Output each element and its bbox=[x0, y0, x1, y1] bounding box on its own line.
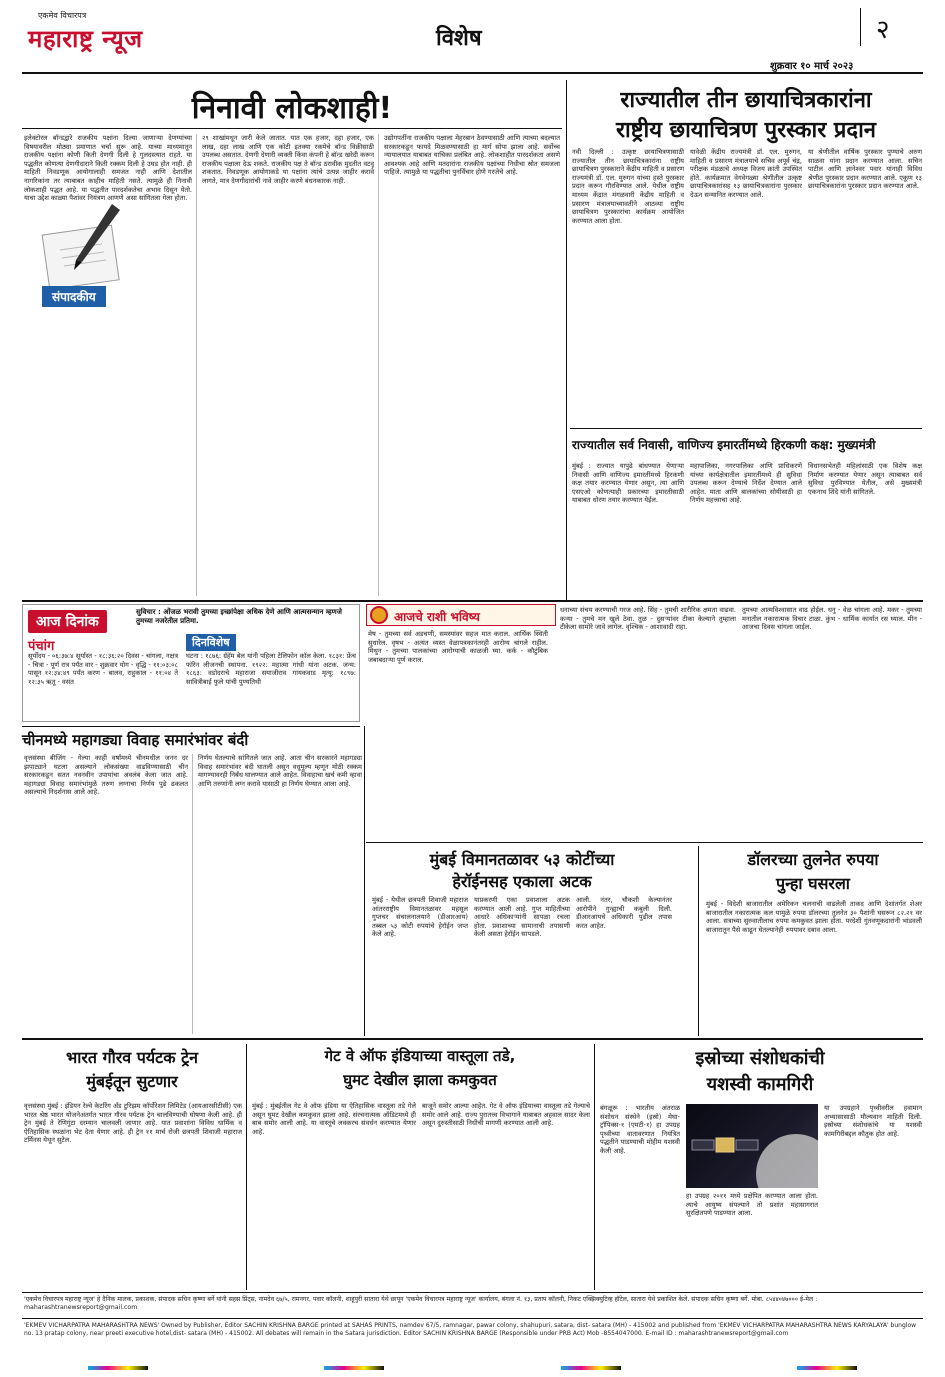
today-quote: सुविचार : ओंजळ भरावी तुमच्या इच्छांपेक्षा अधिक देणे आणि आत्मसन्मान म्हणजे तुमच्या नजरेतील प्रतिमा. bbox=[136, 608, 342, 625]
china-col2: निर्णय घेतल्याचे सांगितले जात आहे. आता चीन सरकारने महागड्या विवाह समारंभांवर बंदी घातली असून वधूमूल्य म्हणून मोठी रक्कम मागण्यावरही निर्बंध घालण्यात आले आहेत. विवाहाचा खर्च कमी व्हावा आणि तरुणांनी लग्न करावे यासाठी हा निर्णय घेण्यात आला आहे. bbox=[198, 754, 362, 788]
horoscope-col1: मेष - तुमच्या सर्व अडचणी, समस्यांवर सहज मात कराल. आर्थिक स्थिती सुधारेल. वृषभ - अत्यंत व्यस्त वेळापत्रकानंतरही आरोग्य चांगले राहील. मिथुन - तुमच्या पालकांच्या आरोग्याची काळजी घ्या. कर्क - कौटुंबिक जबाबदाऱ्या पूर्ण कराल. bbox=[368, 630, 548, 664]
footer-marathi: 'एकमेव विचारपत्र महाराष्ट्र न्यूज' हे दैनिक मालक, प्रकाशक, संपादक सचिन कृष्णा बर्गे यांनी सहस प्रिंट्स, नामदेव ६७/५, रामनगर, पवार कॉलनी, शाहूपुरी सातारा येथे छापून 'एकमेव विचारपत्र महाराष्ट्र न्यूज' कार्यालय, बंगला नं. १३, प्रताप कॉलनी, निकट एक्झिक्युटिव्ह हॉटेल, सातारा येथे प्रकाशित केले. संपादक सचिन कृष्णा बर्गे. मोबा. ८५४४०४७००० ई-मेल : maharashtranewsreport@gmail.com bbox=[24, 1296, 818, 1311]
gateway-title-line2: घुमट देखील झाला कमकुवत bbox=[343, 1071, 497, 1089]
editorial-badge: संपादकीय bbox=[42, 286, 106, 307]
isro-col1: बंगळूरू : भारतीय अंतराळ संशोधन संस्थेने (इस्रो) मेघा-ट्रॉपिक्स-१ (एमटी-१) हा उपग्रह पृथ्वीच्या वातावरणात नियंत्रित पद्धतीने पाडण्याची मोहीम यशस्वी केली आहे. bbox=[600, 1104, 680, 1155]
section-divider bbox=[594, 1044, 595, 1290]
column-rule bbox=[192, 754, 193, 1034]
isro-col3: या उपग्रहाने पृथ्वीवरील हवामान अभ्यासासाठी मौल्यवान माहिती दिली. इस्रोच्या संशोधकांचे या यशस्वी कामगिरीबद्दल कौतुक होत आहे. bbox=[824, 1104, 922, 1138]
drugs-title-line2: हेरॉईनसह एकाला अटक bbox=[452, 872, 592, 891]
awards-col1: नवी दिल्ली : उत्कृष्ट छायाचित्रणासाठी राज्यातील तीन छायाचित्रकारांना राष्ट्रीय छायाचित्रण पुरस्काराने केंद्रीय माहिती व प्रसारण राज्यमंत्री डॉ. एल. मुरुगन यांच्या हस्ते पुरस्कार प्रदान करून गौरविण्यात आले. येथील राष्ट्रीय माध्यम केंद्रात मंगळवारी केंद्रीय माहिती व प्रसारण मंत्रालयाच्यावतीने आठव्या राष्ट्रीय छायाचित्रण पुरस्कारांचा कार्यक्रम आयोजित करण्यात आला होता. bbox=[572, 148, 684, 225]
satellite-image bbox=[686, 1104, 818, 1188]
masthead-title: महाराष्ट्र न्यूज bbox=[28, 25, 143, 53]
section-divider bbox=[246, 1044, 247, 1290]
dinvishesh-text: घटना : १८७६: ग्रॅहॅम बेल यांनी पहिला टेलिफोन कॉल केला. १८३१: फ्रेंच फॉरेन लीजनची स्थापना. १९२२: महात्मा गांधी यांना अटक. जन्म: १८६३: वडोदराचे महाराजा सयाजीराव गायकवाड मृत्यू: १८९७: सावित्रीबाई फुले यांची पुण्यतिथी bbox=[186, 652, 356, 686]
editorial-col1: इलेक्टोरल बॉन्डद्वारे राजकीय पक्षांना दिल्या जाणाऱ्या देणग्यांच्या विषयावरील मोठ्या प्रमाणात चर्चा सुरू आहे. याच्या माध्यमातून राजकीय पक्षांना कोणी किती देणगी दिली हे गुलदस्त्यात राहते. या पद्धतीत कोणत्या देणगीदाराने किती रक्कम दिली हे उघड होत नाही. ही माहिती निवडणूक आयोगालाही समजत नाही आणि देशातील नागरिकांना तर त्याबाबत काहीच माहिती नसते. त्यामुळे ही निनावी लोकशाही पद्धत आहे. या पद्धतीत पारदर्शकतेचा अभाव दिसून येतो. याचा उद्देश काळ्या पैशांवर नियंत्रण आणणे असा सांगितला गेला होता. bbox=[24, 134, 192, 203]
gateway-col2: बाजूने समोर आल्या आहेत. गेट वे ऑफ इंडियाच्या वास्तूला तडे गेल्याचे समोर आले आहे. राज्य पुरातत्त्व विभागाने याबाबत अहवाल सादर केला असून दुरुस्तीसाठी निधीची मागणी करण्यात आली आहे. bbox=[422, 1102, 590, 1128]
registration-mark bbox=[797, 1366, 857, 1370]
registration-mark bbox=[88, 1366, 148, 1370]
housing-col3: विधानसभेतही महिलांसाठी एक विशेष कक्ष निर्माण करण्यात येणार असून त्याबाबत सर्व सुविधा पुरविण्यात येतील, असे मुख्यमंत्री एकनाथ शिंदे यांनी सांगितले. bbox=[808, 462, 922, 496]
editorial-title-rule bbox=[22, 128, 562, 129]
drugs-col1: मुंबई - येथील छत्रपती शिवाजी महाराज आंतरराष्ट्रीय विमानतळावर महसूल गुप्तचर संचालनालयाने (डीआरआय) तब्बल ५३ कोटी रुपयांचे हेरॉईन जप्त केले आहे. bbox=[372, 896, 468, 939]
train-title-line1: भारत गौरव पर्यटक ट्रेन bbox=[65, 1048, 199, 1067]
column-rule bbox=[196, 134, 197, 596]
section-divider bbox=[364, 726, 365, 1036]
page-number: २ bbox=[876, 15, 890, 45]
drugs-col3: आली. नंतर, चौकशी केल्यानंतर आरोपीने गुन्ह्याची कबुली दिली. डीआरआयचे अधिकारी पुढील तपास करत आहेत. bbox=[576, 896, 672, 930]
china-col1: वृत्तसंस्था बीजिंग - गेल्या काही वर्षांमध्ये चीनमधील जनन दर झपाट्याने घटला असल्याने लोकसंख्या वाढविण्यासाठी चीन सरकारकडून सतत नवनवीन उपायांचा अवलंब केला जात आहे. महागड्या विवाह समारंभांमुळे तरुण लग्नाचा निर्णय पुढे ढकलत असल्याचे निदर्शनास आले आहे. bbox=[24, 754, 188, 797]
masthead-tagline: एकमेव विचारपत्र bbox=[38, 11, 87, 20]
china-top-rule bbox=[22, 726, 360, 727]
section-divider bbox=[698, 846, 699, 1036]
footer-english: 'EKMEV VICHARPATRA MAHARASHTRA NEWS' Owned by Publisher, Editor SACHIN KRISHNA BARGE printed at SAHAS PRINTS, namdev 67/5, ramnagar, pawar colony, shahupuri, satara, dist- satara (MH) - 415002 and published from 'EKMEV VICHARPATRA MAHARASHTRA NEWS KARYALAYA' bunglow no. 13 pratap colony, near preeti executive hotel,dist- satara (MH) - 415002. All debates will remain in the Satara jurisdiction. Editor SACHIN KRISHNA BARGE (Responsible under PRB Act) Mob -8554047000. E-mail ID : maharashtranewsreport@gmail.com bbox=[24, 1322, 917, 1337]
editorial-col2: २९ शाखांमधून जारी केले जातात. यात एक हजार, दहा हजार, एक लाख, दहा लाख आणि एक कोटी इतक्या रकमेचे बॉन्ड विक्रीसाठी उपलब्ध असतात. देणगी देणारी व्यक्ती किंवा कंपनी हे बॉन्ड खरेदी करून राजकीय पक्षाला देऊ शकते. राजकीय पक्ष ते बॉन्ड ठरावीक मुदतीत वटवू शकतात. निवडणूक आयोगाकडे या पक्षांना त्यांचे उत्पन्न जाहीर करावे लागते, मात्र देणगीदारांची नावे जाहीर करणे बंधनकारक नाही. bbox=[202, 134, 374, 185]
drugs-title-line1: मुंबई विमानतळावर ५३ कोटींच्या bbox=[429, 850, 615, 869]
panchang-text: सूर्योदय - ०६:३७:४ सूर्यास्त - १८:३६:२० दिवस - चांगला, नक्षत्र - चित्रा - पूर्ण रात्र पर्यंत वार - शुक्रवार योग - वृद्धि - ११:०३:०८ पासून १२:३४:४९ पर्यंत करण - बालव, राहुकाल - ११:०४ ते १२:३५ ऋतू - वसंत bbox=[28, 652, 178, 686]
awards-title-line2: राष्ट्रीय छायाचित्रण पुरस्कार प्रदान bbox=[615, 118, 877, 143]
drugs-col2: याप्रकरणी एका प्रवाशाला अटक करण्यात आली आहे. गुप्त माहितीच्या आधारे अधिकाऱ्यांनी सापळा रचला होता. प्रवाशाच्या सामानाची तपासणी केली असता हेरॉईन सापडले. bbox=[474, 896, 570, 939]
issue-date: शुक्रवार १० मार्च २०२३ bbox=[770, 61, 854, 72]
panchang-label: पंचांग bbox=[28, 639, 55, 654]
gateway-col1: मुंबई : मुंबईतील गेट वे ऑफ इंडिया या ऐतिहासिक वास्तूला तडे गेले असून घुमट देखील कमकुवत झाला आहे. संरचनात्मक ऑडिटमध्ये ही बाब समोर आली आहे. या वास्तूचे लवकरच संवर्धन करण्यात येणार आहे. bbox=[252, 1102, 416, 1136]
today-label: आज दिनांक bbox=[28, 610, 107, 633]
rupee-title-line1: डॉलरच्या तुलनेत रुपया bbox=[747, 850, 879, 869]
page-no-divider bbox=[860, 8, 861, 46]
housing-title: राज्यातील सर्व निवासी, वाणिज्य इमारतींमध्ये हिरकणी कक्ष: मुख्यमंत्री bbox=[572, 438, 876, 452]
section-label: विशेष bbox=[436, 26, 482, 51]
editorial-title: निनावी लोकशाही! bbox=[191, 91, 393, 126]
upper-block-rule bbox=[22, 600, 923, 602]
horoscope-label: आजचे राशी भविष्य bbox=[394, 610, 480, 624]
section-divider bbox=[566, 80, 567, 600]
registration-mark bbox=[324, 1366, 384, 1370]
train-title-line2: मुंबईतून सुटणार bbox=[86, 1072, 178, 1091]
housing-col2: महापालिका, नगरपालिका आणि प्राधिकरणे यांच्या कार्यक्षेत्रातील इमारतींमध्ये ही सुविधा उपलब्ध करून देण्याचे निर्देश देण्यात आले आहेत. माता आणि बालकांच्या सोयीसाठी हा निर्णय महत्त्वाचा आहे. bbox=[690, 462, 802, 505]
china-title: चीनमध्ये महागड्या विवाह समारंभांवर बंदी bbox=[22, 731, 249, 749]
dinvishesh-label: दिनविशेष bbox=[186, 634, 236, 651]
awards-col3: या श्रेणीतील वार्षिक पुरस्कार पुण्याचे अरुण साळवा यांना प्रदान करण्यात आला. सचिन पाटील आणि ज्ञानेश्वर पवार यांनाही विविध श्रेणीत पुरस्कार प्रदान करण्यात आले. एकूण १३ छायाचित्रकारांना पुरस्कार प्रदान करण्यात आले. bbox=[808, 148, 922, 191]
isro-title-line1: इस्रोच्या संशोधकांची bbox=[695, 1048, 825, 1069]
awards-col2: यावेळी केंद्रीय राज्यमंत्री डॉ. एल. मुरुगन, माहिती व प्रसारण मंत्रालयाचे सचिव अपूर्व चंद्र, परीक्षक मंडळाचे अध्यक्ष विजय क्रांती उपस्थित होते. कार्यक्रमात वेगवेगळ्या श्रेणीतील उत्कृष्ट छायाचित्रकारांसह १३ छायाचित्रकारांना पुरस्कार देऊन सन्मानित करण्यात आले. bbox=[690, 148, 802, 199]
awards-rule bbox=[570, 428, 922, 429]
train-body: वृत्तसंस्था मुंबई : इंडियन रेल्वे केटरिंग अँड टुरिझम कॉर्पोरेशन लिमिटेड (आयआरसीटीसी) एक भारत श्रेष्ठ भारत योजनेअंतर्गत भारत गौरव पर्यटक ट्रेन चालविण्याची घोषणा केली आहे. ही ट्रेन मुंबई ते रेणिगुंटा दरम्यान चालवली जाणार आहे. यात प्रवाशांना विविध धार्मिक व ऐतिहासिक स्थळांना भेट देता येणार आहे. ही ट्रेन ११ मार्च रोजी छत्रपती शिवाजी महाराज टर्मिनस येथून सुटेल. bbox=[24, 1102, 242, 1145]
horoscope-col2: धनाच्या संचय करण्याची गरज आहे. सिंह - तुमची शारीरिक क्षमता वाढवा. कन्या - तुमचे मन खुले ठेवा. तुळ - दुसऱ्यांवर टीका केल्याने तुम्हाला टीकेला सामोरे जावे लागेल. वृश्चिक - आशावादी राहा. bbox=[560, 606, 736, 632]
footer-rule bbox=[22, 1318, 923, 1319]
gateway-title-line1: गेट वे ऑफ इंडियाच्या वास्तूला तडे, bbox=[324, 1047, 516, 1065]
horoscope-wheel-icon bbox=[370, 606, 388, 624]
satellite-icon bbox=[686, 1104, 818, 1188]
isro-title-line2: यशस्वी कामगिरी bbox=[706, 1074, 814, 1095]
housing-col1: मुंबई : राज्यात यापुढे बांधण्यात येणाऱ्या निवासी आणि वाणिज्य इमारतींमध्ये हिरकणी कक्ष तयार करण्यात येणार असून, त्या आणि एसएओ कोणत्याही प्रकारच्या इमारतीसाठी याबाबत धोरण तयार करण्यात येईल. bbox=[572, 462, 684, 505]
editorial-col3: उद्योगपतींना राजकीय पक्षाला मेहरबान ठेवण्यासाठी आणि त्याच्या बदल्यात सरकारकडून फायदे मिळवण्यासाठी हा मार्ग सोपा झाला आहे. सर्वोच्च न्यायालयात याबाबत याचिका प्रलंबित आहे. लोकशाहीत पारदर्शकता असणे आवश्यक आहे आणि मतदारांना राजकीय पक्षांच्या निधीचा स्रोत समजला पाहिजे. त्यामुळे या पद्धतीचा पुनर्विचार होणे गरजेचे आहे. bbox=[384, 134, 560, 177]
footer-rule bbox=[22, 1292, 923, 1293]
isro-col2: हा उपग्रह २०११ मध्ये प्रक्षेपित करण्यात आला होता. त्याचे आयुष्य संपल्याने तो प्रशांत महासागरात सुरक्षितपणे पाडण्यात आला. bbox=[686, 1192, 818, 1218]
registration-marks bbox=[0, 1362, 945, 1374]
column-rule bbox=[378, 134, 379, 596]
horoscope-col3: तुमच्या आत्मविश्वासात वाढ होईल. धनु - वेळ चांगला आहे. मकर - तुमच्या मनातील नकारात्मक विचार टाळा. कुंभ - धार्मिक कार्यात रस घ्याल. मीन - आजचा दिवस चांगला जाईल. bbox=[742, 606, 922, 632]
rupee-title-line2: पुन्हा घसरला bbox=[776, 874, 850, 893]
rupee-body: मुंबई - विदेशी बाजारातील अमेरिकन चलनाची वाढलेली ताकद आणि देशांतर्गत शेअर बाजारातील नकारात्मक कल यामुळे रुपया डॉलरच्या तुलनेत ३० पैशांनी घसरून ८२.२१ वर आला. सत्राच्या सुरुवातीलाच रुपया कमकुवत झाला होता. परदेशी गुंतवणूकदारांनी भांडवली बाजारातून पैसे काढून घेतल्यानेही रुपयावर दबाव आला. bbox=[706, 900, 922, 934]
awards-title-line1: राज्यातील तीन छायाचित्रकारांना bbox=[620, 88, 872, 113]
masthead-rule bbox=[22, 72, 923, 74]
lower-block-rule bbox=[22, 1038, 923, 1040]
mid-rule bbox=[366, 842, 923, 843]
registration-mark bbox=[561, 1366, 621, 1370]
